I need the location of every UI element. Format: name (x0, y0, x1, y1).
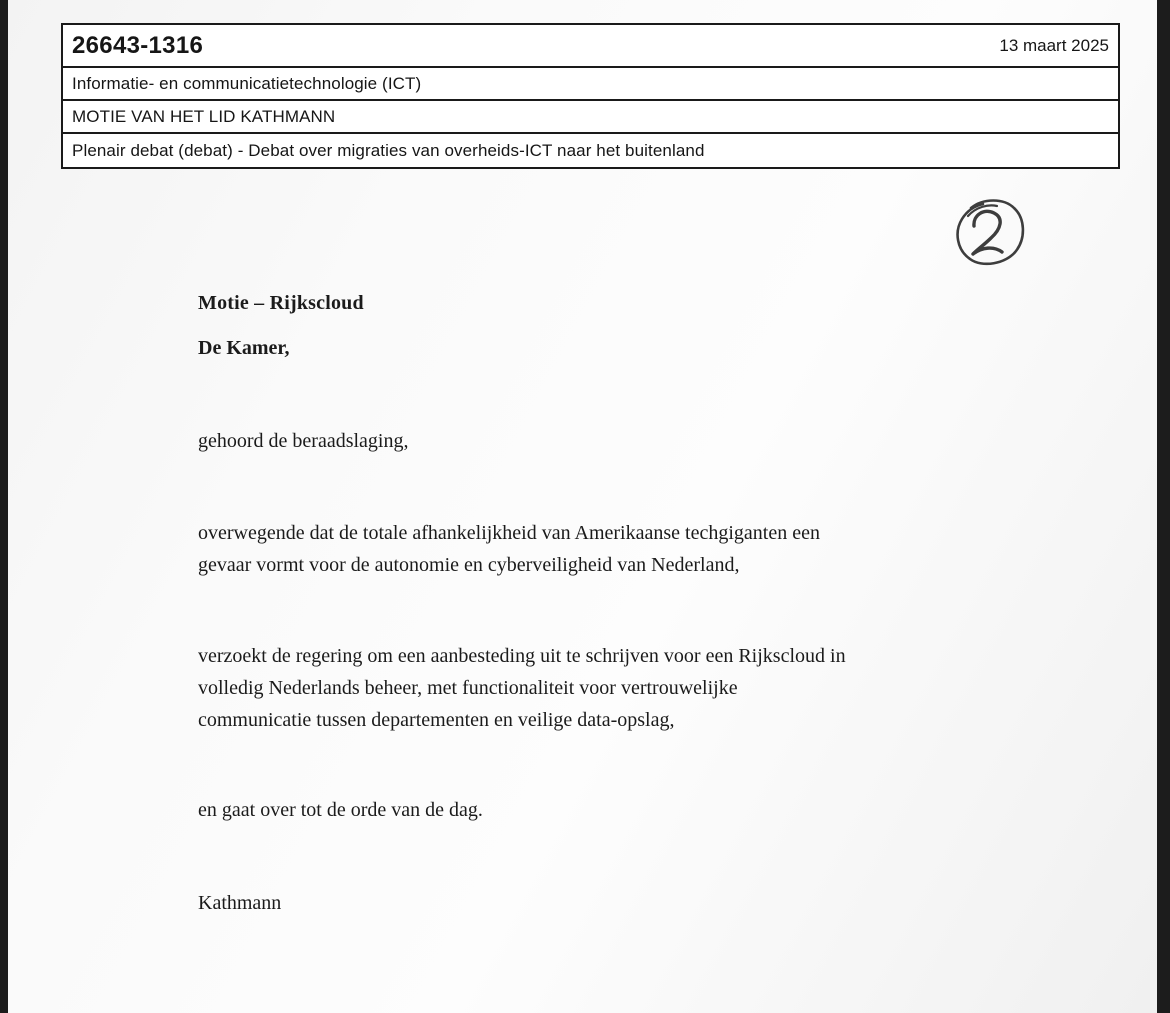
paragraph-line: verzoekt de regering om een aanbesteding uit te schrijven voor een Rijkscloud in (198, 645, 846, 667)
motion-paragraph (198, 517, 998, 581)
topic-label: Informatie- en communicatietechnologie (ICT) (72, 73, 422, 93)
paragraph-line: communicatie tussen departementen en veilige data-opslag, (198, 709, 675, 731)
circled-2-icon (938, 188, 1038, 280)
paragraph-line: gevaar vormt voor de autonomie en cyberveiligheid van Nederland, (198, 554, 740, 576)
document-page (8, 0, 1157, 1013)
document-date: 13 maart 2025 (999, 35, 1109, 55)
paragraph-line: volledig Nederlands beheer, met functionaliteit voor vertrouwelijke (198, 677, 738, 699)
motion-signature: Kathmann (198, 892, 282, 914)
header-row-doctype (63, 101, 1118, 134)
scan-edge-left (0, 0, 8, 1013)
paragraph-line: overwegende dat de totale afhankelijkheid van Amerikaanse techgiganten een (198, 522, 820, 544)
paragraph-line: gehoord de beraadslaging, (198, 430, 409, 452)
header-row-debate (63, 134, 1118, 167)
document-number: 26643-1316 (72, 31, 204, 59)
motion-paragraph (198, 425, 998, 457)
motion-salutation: De Kamer, (198, 337, 290, 359)
motion-paragraph (198, 640, 998, 736)
document-header-table (61, 23, 1120, 169)
debate-label: Plenair debat (debat) - Debat over migraties van overheids-ICT naar het buitenland (72, 140, 705, 160)
header-row-title (63, 25, 1118, 68)
motion-title: Motie – Rijkscloud (198, 292, 364, 314)
handwritten-page-number (938, 188, 1038, 280)
motion-closing: en gaat over tot de orde van de dag. (198, 799, 483, 821)
header-row-topic (63, 68, 1118, 101)
doctype-label: MOTIE VAN HET LID KATHMANN (72, 106, 336, 126)
scan-edge-right (1157, 0, 1170, 1013)
